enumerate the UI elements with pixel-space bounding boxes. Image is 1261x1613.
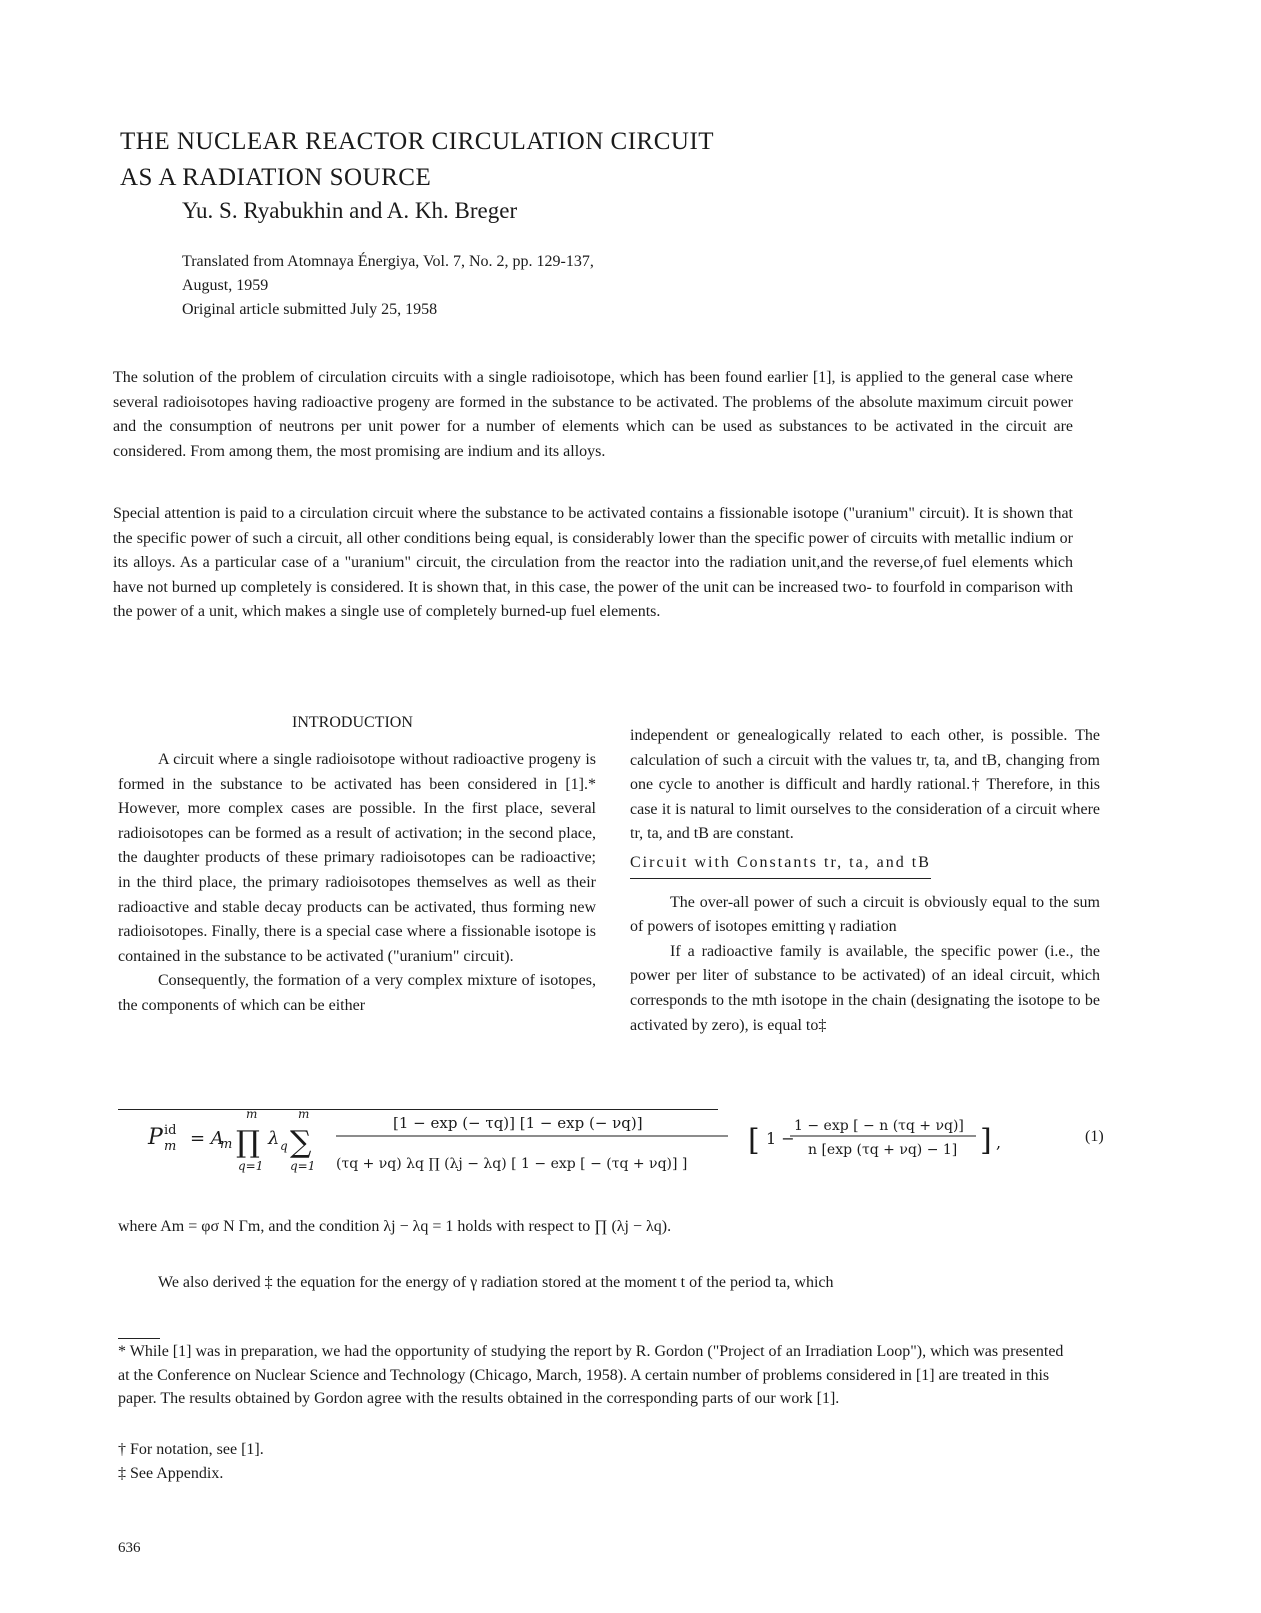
svg-text:q: q [280,1139,288,1153]
svg-text:,: , [996,1133,1002,1152]
eq-bracket-denominator: n [exp (τq + νq) − 1] [808,1142,958,1158]
footnote-3: ‡ See Appendix. [118,1465,224,1482]
eq-bracket-numerator: 1 − exp [ − n (τq + νq)] [794,1118,964,1134]
svg-text:λ: λ [268,1128,280,1149]
circuit-heading: Circuit with Constants tr, ta, and tB [630,851,931,879]
submitted-line: Original article submitted July 25, 1958 [182,301,438,318]
eq-lhs: P [148,1125,163,1150]
title-line-1: THE NUCLEAR REACTOR CIRCULATION CIRCUIT [120,128,715,155]
svg-text:m: m [246,1107,258,1121]
abstract-paragraph-1: The solution of the problem of circulation circuits with a single radioisotope, which has been found earlier [1], is applied to the general case where several radioisotopes having radioactive progeny are formed in the substance to be activated. The problems of the absolute maximum circuit power and the consumption of neutrons per unit power for a number of elements which can be used as substances to be activated in the circuit are considered. From among them, the most promising are indium and its alloys. [113,369,1073,460]
right-paragraph-2: The over-all power of such a circuit is obviously equal to the sum of powers of isotopes emitting γ radiation [630,893,1100,936]
footnote-rule [118,1338,160,1339]
title-line-2: AS A RADIATION SOURCE [120,164,432,191]
article-title [120,124,714,196]
footnote-2: † For notation, see [1]. [118,1441,264,1458]
sum-symbol: ∑ [290,1125,312,1160]
product-symbol: ∏ [236,1125,260,1160]
svg-text:m: m [298,1107,310,1121]
translated-from-line: Translated from Atomnaya Énergiya, Vol. 7, No. 2, pp. 129-137, [182,253,594,270]
svg-text:q=1: q=1 [290,1159,316,1173]
eq-am: = A [190,1128,224,1149]
publication-info [182,250,594,322]
intro-paragraph-1: A circuit where a single radioisotope without radioactive progeny is formed in the substance to be activated has been considered in [1].* However, more complex cases are possible. In the first place, several radioisotopes can be formed as a result of activation; in the second place, the daughter products of these primary radioisotopes can be radioactive; in the third place, the primary radioisotopes themselves as well as their radioactive and stable decay products can be activated, thus forming new radioisotopes. Finally, there is a special case where a fissionable isotope is contained in the substance to be activated ("uranium" circuit). [118,751,596,965]
equation-number: (1) [1085,1128,1104,1145]
equation-1 [118,1104,1138,1200]
svg-text:m: m [220,1137,233,1152]
intro-paragraph-2: Consequently, the formation of a very complex mixture of isotopes, the components of which can be either [118,972,596,1014]
page-number: 636 [118,1540,141,1556]
eq-sup: id [164,1123,177,1138]
introduction-heading: INTRODUCTION [292,714,413,731]
translated-date-line: August, 1959 [182,277,269,294]
svg-text:]: ] [980,1123,992,1158]
svg-text:q=1: q=1 [238,1159,264,1173]
footnote-1: * While [1] was in preparation, we had the opportunity of studying the report by R. Gordon ("Project of an Irradiation Loop"), which was presented at the Conference on Nuclear Science and Technology (Chicago, March, 1958). A certain number of problems considered in [1] are treated in this paper. The results obtained by Gordon agree with the results obtained in the corresponding parts of our work [1]. [118,1343,1064,1407]
where-text: where Am = φσ N Γm, and the condition λj − λq = 1 holds with respect to ∏ (λj − λq). [118,1218,672,1235]
authors: Yu. S. Ryabukhin and A. Kh. Breger [182,198,518,223]
abstract-paragraph-2: Special attention is paid to a circulation circuit where the substance to be activated contains a fissionable isotope ("uranium" circuit). It is shown that the specific power of such a circuit, all other conditions being equal, is considerably lower than the specific power of circuits with metallic indium or its alloys. As a particular case of a "uranium" circuit, the circulation from the reactor into the radiation unit,and the reverse,of fuel elements which have not burned up completely is considered. It is shown that, in this case, the power of the unit can be increased two- to fourfold in comparison with the power of a unit, which makes a single use of completely burned-up fuel elements. [113,505,1073,620]
svg-text:[: [ [748,1123,760,1158]
right-paragraph-1: independent or genealogically related to each other, is possible. The calculation of such a circuit with the values tr, ta, and tB, changing from one cycle to another is difficult and hardly rational.† Therefore, in this case it is natural to limit ourselves to the consideration of a circuit where tr, ta, and tB are constant. [630,727,1100,843]
derived-text: We also derived ‡ the equation for the energy of γ radiation stored at the moment t of the period ta, which [158,1274,834,1291]
eq-sub: m [164,1139,177,1154]
right-paragraph-3: If a radioactive family is available, the specific power (i.e., the power per liter of substance to be activated) of an ideal circuit, which corresponds to the mth isotope in the chain (designating the isotope to be activated by zero), is equal to‡ [630,942,1100,1034]
eq-denominator: (τq + νq) λq ∏ (λj − λq) [ 1 − exp [ − (τq + νq)] ] [336,1156,688,1172]
svg-text:1 −: 1 − [766,1129,795,1148]
left-column [118,748,596,1019]
right-column [630,724,1100,1038]
eq-numerator: [1 − exp (− τq)] [1 − exp (− νq)] [393,1114,643,1132]
